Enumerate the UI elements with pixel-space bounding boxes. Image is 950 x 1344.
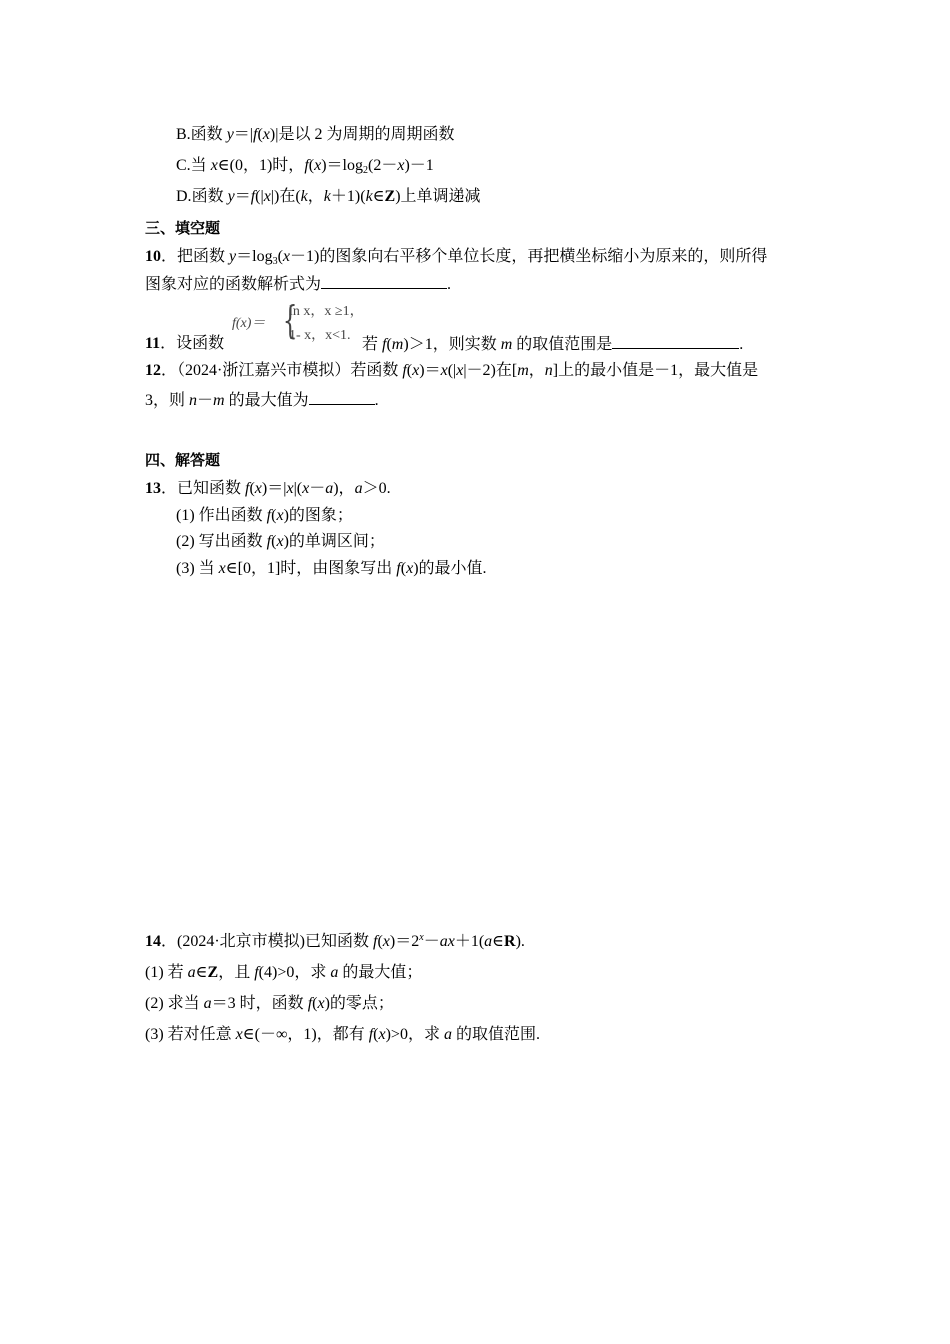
var: x bbox=[314, 157, 322, 174]
text: )＝log bbox=[321, 157, 363, 174]
text: ( bbox=[406, 362, 413, 379]
var: x bbox=[286, 480, 294, 497]
var: x bbox=[302, 480, 310, 497]
text: ∈ bbox=[492, 933, 504, 950]
text: ．（2024·浙江嘉兴市模拟）若函数 bbox=[161, 362, 403, 379]
text: ( bbox=[400, 560, 407, 577]
option-d bbox=[176, 187, 481, 207]
var: x bbox=[382, 933, 390, 950]
answer-blank[interactable] bbox=[612, 334, 739, 349]
var: f bbox=[254, 964, 259, 981]
text: . bbox=[374, 392, 379, 409]
question-13-part-2 bbox=[176, 532, 385, 552]
question-12-line-1 bbox=[145, 361, 758, 381]
var: a bbox=[325, 480, 334, 497]
text: ( bbox=[377, 933, 383, 950]
var: x bbox=[378, 1026, 386, 1043]
question-13-part-3 bbox=[176, 559, 487, 579]
option-c bbox=[176, 156, 434, 176]
text: ＝3 时，函数 bbox=[211, 995, 308, 1012]
formula-lhs: f(x)＝ bbox=[232, 316, 266, 331]
var: f bbox=[373, 933, 378, 950]
var: m bbox=[517, 362, 529, 379]
text: )＝ bbox=[419, 362, 441, 379]
var: f bbox=[402, 362, 407, 379]
option-label: B. bbox=[176, 126, 191, 143]
text: ∈(0，1)时， bbox=[217, 157, 305, 174]
text: ＋1)( bbox=[330, 188, 366, 205]
text: ( bbox=[271, 533, 277, 550]
var: y bbox=[227, 188, 235, 205]
subscript: 2 bbox=[362, 165, 368, 176]
var: f bbox=[368, 1026, 374, 1043]
text: ( bbox=[257, 126, 263, 143]
question-14-part-2 bbox=[145, 994, 394, 1014]
question-10-line-2 bbox=[145, 274, 451, 295]
text: ＝| bbox=[233, 126, 254, 143]
var: m bbox=[500, 336, 513, 353]
question-11-rest bbox=[362, 334, 743, 355]
text: (1) 若 bbox=[145, 964, 188, 981]
text: )的图象； bbox=[283, 507, 353, 524]
var: n bbox=[544, 362, 553, 379]
text: － bbox=[197, 392, 214, 409]
left-brace-icon: { bbox=[282, 298, 298, 342]
option-b bbox=[176, 125, 454, 145]
text: 函数 bbox=[191, 188, 228, 205]
text: (3) 当 bbox=[176, 560, 219, 577]
var: a bbox=[443, 1026, 452, 1043]
text: 当 bbox=[190, 157, 211, 174]
text: ＝ bbox=[234, 188, 251, 205]
var: x bbox=[263, 188, 271, 205]
question-number: 12 bbox=[145, 362, 161, 379]
var: x bbox=[218, 560, 226, 577]
text: ). bbox=[515, 933, 525, 950]
text: ， bbox=[307, 188, 324, 205]
formula-case-1: ln x，x ≥1， bbox=[289, 304, 364, 319]
bold-symbol: Z bbox=[207, 964, 219, 981]
var: x bbox=[254, 480, 262, 497]
var: k bbox=[323, 188, 331, 205]
var: m bbox=[213, 392, 225, 409]
var: x bbox=[276, 507, 284, 524]
var: x bbox=[406, 560, 414, 577]
text: )>0，求 bbox=[385, 1026, 444, 1043]
var: n bbox=[189, 392, 198, 409]
var: x bbox=[397, 157, 405, 174]
text: 的最大值； bbox=[338, 964, 423, 981]
var: ax bbox=[439, 933, 455, 950]
text: )的最小值. bbox=[413, 560, 487, 577]
text: ＝log bbox=[236, 248, 273, 265]
option-label: C. bbox=[176, 157, 191, 174]
text: |－2)在[ bbox=[463, 362, 518, 379]
section-heading-fill-blank: 三、填空题 bbox=[145, 219, 221, 237]
question-13-stem bbox=[145, 479, 391, 499]
var: f bbox=[382, 336, 387, 353]
text: (4)>0，求 bbox=[258, 964, 331, 981]
var: f bbox=[245, 480, 250, 497]
question-number: 10 bbox=[145, 248, 161, 265]
formula-case-2: 1- x，x<1. bbox=[289, 328, 351, 343]
text: )＝2 bbox=[389, 933, 420, 950]
question-14-part-3 bbox=[145, 1025, 540, 1045]
text: )上单调递减 bbox=[395, 188, 481, 205]
var: y bbox=[229, 248, 237, 265]
text: )的零点； bbox=[324, 995, 394, 1012]
var: a bbox=[330, 964, 339, 981]
question-number: 13 bbox=[145, 480, 161, 497]
bold-symbol: R bbox=[504, 933, 516, 950]
var: f bbox=[250, 188, 256, 205]
text: 的取值范围是 bbox=[512, 336, 613, 353]
text: |( bbox=[293, 480, 303, 497]
text: ＋1( bbox=[454, 933, 485, 950]
var: k bbox=[365, 188, 373, 205]
text: ∈ bbox=[372, 188, 385, 205]
text: 图象对应的函数解析式为 bbox=[145, 276, 322, 293]
text: 若 bbox=[362, 336, 383, 353]
text: ＞0. bbox=[362, 480, 391, 497]
var: x bbox=[317, 995, 325, 1012]
text: |)在( bbox=[270, 188, 301, 205]
text: ．(2024·北京市模拟)已知函数 bbox=[161, 933, 373, 950]
text: (3) 若对任意 bbox=[145, 1026, 236, 1043]
text: )－1 bbox=[404, 157, 434, 174]
var: f bbox=[396, 560, 401, 577]
var: k bbox=[300, 188, 308, 205]
text: . bbox=[739, 336, 744, 353]
answer-blank[interactable] bbox=[321, 274, 447, 289]
text: 的最大值为 bbox=[224, 392, 309, 409]
var: x bbox=[262, 126, 270, 143]
text: ]上的最小值是－1，最大值是 bbox=[552, 362, 759, 379]
text: ( bbox=[373, 1026, 379, 1043]
text: (| bbox=[447, 362, 457, 379]
text: (2－ bbox=[367, 157, 398, 174]
text: ∈(－∞，1)，都有 bbox=[242, 1026, 369, 1043]
var: x bbox=[282, 248, 291, 265]
text: － bbox=[423, 933, 440, 950]
text: ， bbox=[528, 362, 545, 379]
text: (1) 作出函数 bbox=[176, 507, 267, 524]
text: (2) 求当 bbox=[145, 995, 204, 1012]
text: ( bbox=[277, 248, 283, 265]
var: x bbox=[440, 362, 448, 379]
var: f bbox=[307, 995, 313, 1012]
var: f bbox=[266, 507, 272, 524]
var: x bbox=[235, 1026, 243, 1043]
question-12-line-2 bbox=[145, 390, 379, 411]
var: f bbox=[304, 157, 309, 174]
question-10-line-1 bbox=[145, 247, 767, 267]
text: ( bbox=[308, 157, 315, 174]
var: f bbox=[266, 533, 272, 550]
text: ∈[0，1]时，由图象写出 bbox=[225, 560, 397, 577]
answer-blank[interactable] bbox=[309, 390, 375, 405]
var: x bbox=[210, 157, 218, 174]
text: )＝| bbox=[261, 480, 287, 497]
question-number: 14 bbox=[145, 933, 161, 950]
text: ．设函数 bbox=[160, 335, 225, 352]
bold-symbol: Z bbox=[384, 188, 396, 205]
text: )， bbox=[333, 480, 355, 497]
text: ，且 bbox=[218, 964, 255, 981]
piecewise-function-formula bbox=[232, 298, 364, 346]
text: (| bbox=[255, 188, 264, 205]
text: － bbox=[309, 480, 326, 497]
var: x bbox=[276, 533, 284, 550]
var: y bbox=[226, 126, 234, 143]
section-heading-answer: 四、解答题 bbox=[145, 451, 221, 469]
question-13-part-1 bbox=[176, 506, 353, 526]
text: ( bbox=[386, 336, 392, 353]
var: a bbox=[354, 480, 363, 497]
text: ．把函数 bbox=[161, 248, 230, 265]
text: －1)的图象向右平移个单位长度，再把横坐标缩小为原来的，则所得 bbox=[290, 248, 768, 265]
text: (2) 写出函数 bbox=[176, 533, 267, 550]
text: 的取值范围. bbox=[451, 1026, 540, 1043]
var: f bbox=[253, 126, 258, 143]
text: )|是以 2 为周期的周期函数 bbox=[269, 126, 455, 143]
text: ( bbox=[249, 480, 255, 497]
text: ．已知函数 bbox=[161, 480, 246, 497]
text: ( bbox=[312, 995, 318, 1012]
text: 函数 bbox=[190, 126, 227, 143]
question-number: 11 bbox=[145, 335, 161, 352]
text: )的单调区间； bbox=[283, 533, 385, 550]
option-label: D. bbox=[176, 188, 192, 205]
var: x bbox=[412, 362, 420, 379]
question-14-stem bbox=[145, 932, 525, 952]
var: a bbox=[484, 933, 493, 950]
text: ∈ bbox=[195, 964, 208, 981]
text: 3，则 bbox=[145, 392, 190, 409]
text: )＞1，则实数 bbox=[403, 336, 501, 353]
superscript: x bbox=[419, 932, 424, 943]
var: a bbox=[187, 964, 196, 981]
question-11-start bbox=[145, 334, 224, 354]
text: ( bbox=[271, 507, 277, 524]
text: . bbox=[447, 276, 452, 293]
var: x bbox=[456, 362, 464, 379]
question-14-part-1 bbox=[145, 963, 422, 983]
var: a bbox=[203, 995, 212, 1012]
subscript: 3 bbox=[272, 256, 278, 267]
var: m bbox=[391, 336, 404, 353]
